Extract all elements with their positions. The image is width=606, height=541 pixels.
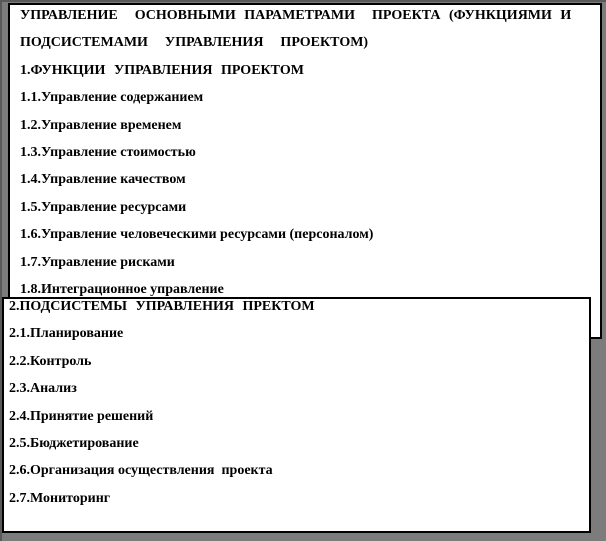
functions-list: [20, 84, 594, 303]
box-title-line: УПРАВЛЕНИЕ ОСНОВНЫМИ ПАРАМЕТРАМИ ПРОЕКТА (ФУНКЦИЯМИ И: [20, 8, 572, 23]
function-list-item: 1.4.Управление качеством: [20, 172, 186, 188]
subsystem-list-item: 2.2.Контроль: [9, 353, 92, 369]
function-list-item: 1.7.Управление рисками: [20, 254, 175, 270]
project-subsystems-content: [9, 297, 583, 512]
function-list-item: 1.1.Управление содержанием: [20, 90, 204, 106]
function-list-item: 1.2.Управление временем: [20, 117, 182, 133]
subsystem-list-item: 2.7.Мониторинг: [9, 490, 111, 506]
function-list-item: 1.5.Управление ресурсами: [20, 199, 187, 215]
subsystem-list-item: 2.1.Планирование: [9, 326, 124, 342]
subsystem-list-item: 2.3.Анализ: [9, 381, 77, 397]
function-list-item: 1.6.Управление человеческими ресурсами (персоналом): [20, 227, 374, 243]
subsystem-list-item: 2.4.Принятие решений: [9, 408, 154, 424]
project-subsystems-box: [2, 297, 591, 533]
project-functions-box: [8, 3, 602, 339]
functions-section-heading: 1.ФУНКЦИИ УПРАВЛЕНИЯ ПРОЕКТОМ: [20, 62, 304, 78]
function-list-item: 1.8.Интеграционное управление: [20, 282, 224, 298]
subsystems-section-heading: 2.ПОДСИСТЕМЫ УПРАВЛЕНИЯ ПРЕКТОМ: [9, 299, 315, 314]
subsystem-list-item: 2.6.Организация осуществления проекта: [9, 463, 273, 479]
subsystems-list: [9, 320, 583, 512]
subsystem-list-item: 2.5.Бюджетирование: [9, 436, 139, 452]
project-functions-content: [20, 3, 594, 303]
box-title-line: ПОДСИСТЕМАМИ УПРАВЛЕНИЯ ПРОЕКТОМ): [20, 35, 369, 51]
function-list-item: 1.3.Управление стоимостью: [20, 145, 196, 161]
box-title: [20, 3, 594, 57]
